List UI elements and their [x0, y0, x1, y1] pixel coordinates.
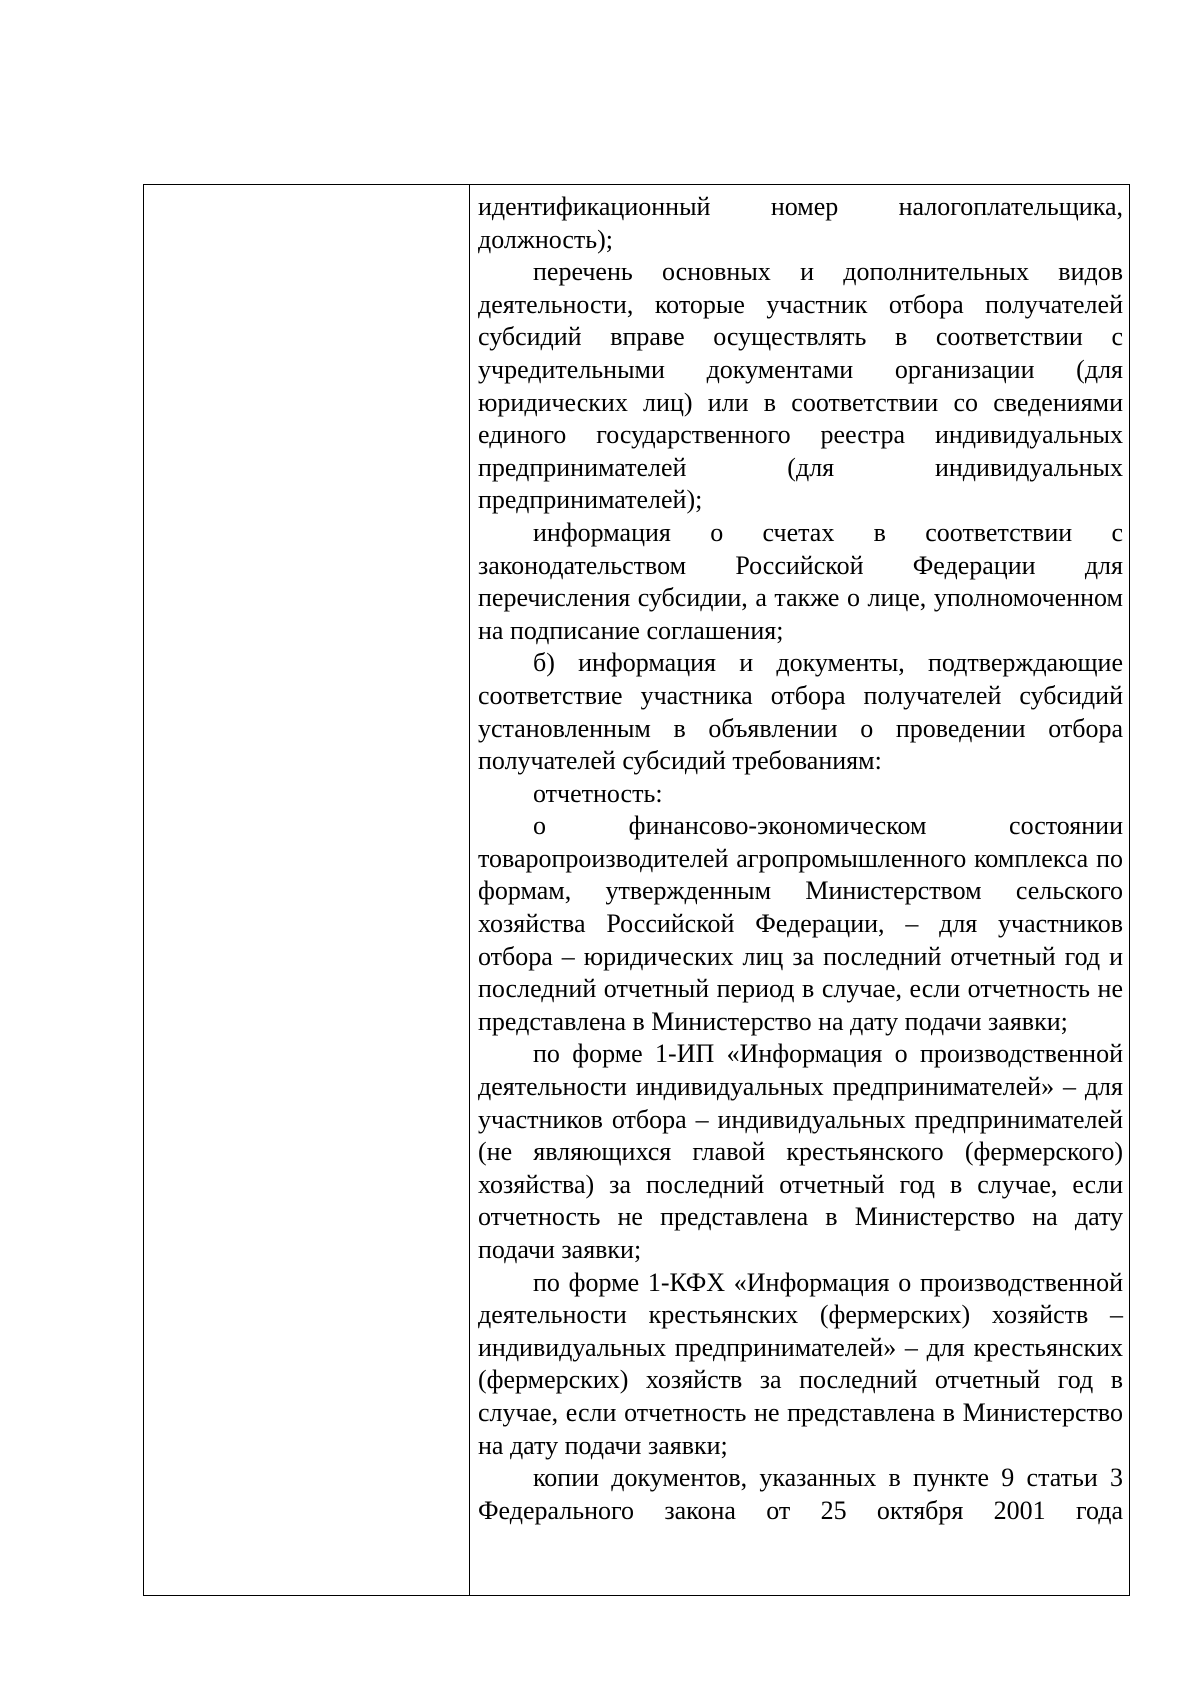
- table-right-cell: [470, 185, 1129, 1595]
- paragraph-1: идентификационный номер налогоплательщика, должность);: [478, 192, 1123, 254]
- paragraph-7: по форме 1-ИП «Информация о производственной деятельности индивидуальных предпринимателей» – для участников отбора – индивидуальных предпринимателей (не являющихся главой крестьянского (фермерского) хозяйства) за последний отчетный год в случае, если отчетность не представлена в Министерство на дату подачи заявки;: [478, 1039, 1123, 1264]
- table-left-cell: [144, 185, 470, 1595]
- paragraph-4: б) информация и документы, подтверждающие соответствие участника отбора получателей субсидий установленным в объявлении о проведении отбора получателей субсидий требованиям:: [478, 648, 1123, 776]
- paragraph-9: копии документов, указанных в пункте 9 статьи 3 Федерального закона от 25 октября 2001 года: [478, 1463, 1123, 1525]
- paragraph-2: перечень основных и дополнительных видов деятельности, которые участник отбора получателей субсидий вправе осуществлять в соответствии с учредительными документами организации (для юридических лиц) или в соответствии со сведениями единого государственного реестра индивидуальных предпринимателей (для индивидуальных предпринимателей);: [478, 257, 1123, 515]
- paragraph-8: по форме 1-КФХ «Информация о производственной деятельности крестьянских (фермерских) хозяйств – индивидуальных предпринимателей» – для крестьянских (фермерских) хозяйств за последний отчетный год в случае, если отчетность не представлена в Министерство на дату подачи заявки;: [478, 1267, 1123, 1460]
- paragraph-6: о финансово-экономическом состоянии товаропроизводителей агропромышленного комплекса по формам, утвержденным Министерством сельского хозяйства Российской Федерации, – для участников отбора – юридических лиц за последний отчетный год и последний отчетный период в случае, если отчетность не представлена в Министерство на дату подачи заявки;: [478, 811, 1123, 1036]
- paragraph-3: информация о счетах в соответствии с законодательством Российской Федерации для перечисления субсидии, а также о лице, уполномоченном на подписание соглашения;: [478, 517, 1123, 645]
- document-table: [143, 184, 1130, 1596]
- paragraph-5: отчетность:: [533, 778, 663, 808]
